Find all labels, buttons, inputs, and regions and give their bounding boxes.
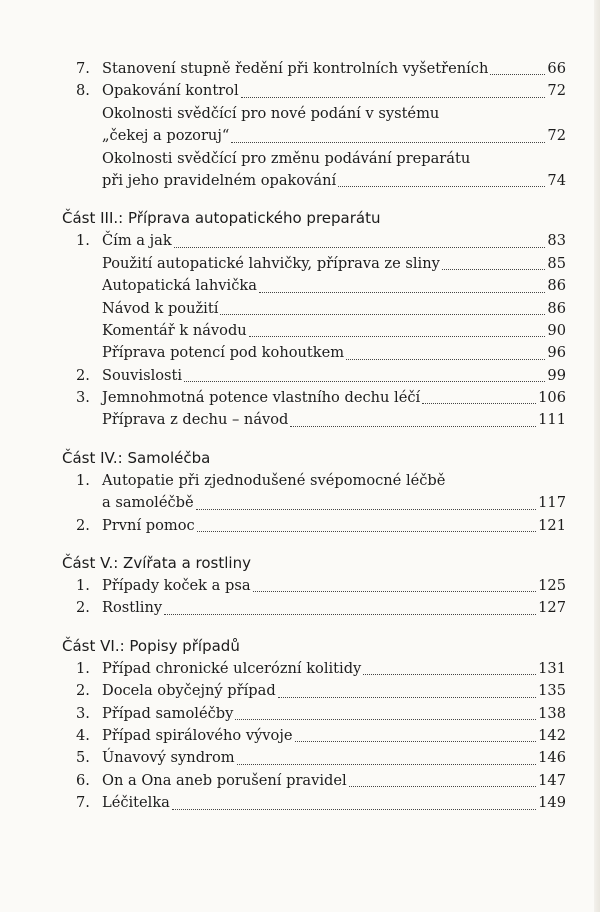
page-number: 131 <box>538 659 566 677</box>
toc-entry <box>62 515 566 537</box>
table-of-contents <box>62 58 566 815</box>
page-number: 125 <box>538 577 566 595</box>
entry-title: Okolnosti svědčící pro změnu podávání preparátu <box>102 149 471 167</box>
page-number: 99 <box>547 366 566 384</box>
entry-number: 4. <box>76 726 90 744</box>
toc-subentry <box>62 492 566 514</box>
dot-leader <box>278 680 536 697</box>
toc-entry <box>62 703 566 725</box>
page-number: 72 <box>547 82 566 100</box>
page-number: 135 <box>538 682 566 700</box>
page-number: 106 <box>538 389 566 407</box>
entry-title: Komentář k návodu <box>102 321 247 339</box>
entry-title: Autopatická lahvička <box>102 277 257 295</box>
toc-entry <box>62 725 566 747</box>
page-number: 149 <box>538 794 566 812</box>
dot-leader <box>241 80 546 97</box>
toc-entry <box>62 387 566 409</box>
entry-title: Únavový syndrom <box>102 749 235 767</box>
page-number: 146 <box>538 749 566 767</box>
entry-title: Docela obyčejný případ <box>102 682 276 700</box>
entry-title: Rostliny <box>102 599 163 617</box>
entry-title: Okolnosti svědčící pro nové podání v systému <box>102 104 440 122</box>
dot-leader <box>253 575 537 592</box>
dot-leader <box>422 387 536 404</box>
page-number: 127 <box>538 599 566 617</box>
dot-leader <box>346 342 545 359</box>
dot-leader <box>259 275 546 292</box>
page-number: 85 <box>547 254 566 272</box>
toc-entry <box>62 747 566 769</box>
toc-entry <box>62 230 566 252</box>
toc-entry <box>62 792 566 814</box>
entry-number: 2. <box>76 599 90 617</box>
entry-title: Čím a jak <box>102 232 172 250</box>
dot-leader <box>237 747 537 764</box>
entry-title: Případy koček a psa <box>102 577 251 595</box>
page-number: 66 <box>547 60 566 77</box>
part-title: Část III.: Příprava autopatického preparátu <box>62 209 381 228</box>
entry-title: Souvislosti <box>102 366 183 384</box>
entry-title: Jemnohmotná potence vlastního dechu léčí <box>102 389 421 407</box>
entry-title: První pomoc <box>102 516 195 534</box>
dot-leader <box>197 515 536 532</box>
entry-title: Případ samoléčby <box>102 704 234 722</box>
toc-subentry <box>62 409 566 431</box>
dot-leader <box>363 658 536 675</box>
entry-number: 3. <box>76 389 90 407</box>
entry-title: Autopatie při zjednodušené svépomocné léčbě <box>102 471 446 489</box>
part-title: Část V.: Zvířata a rostliny <box>62 554 251 573</box>
entry-number: 7. <box>76 794 90 812</box>
toc-entry <box>62 658 566 680</box>
entry-number: 1. <box>76 659 90 677</box>
entry-number: 1. <box>76 577 90 595</box>
toc-subentry <box>62 342 566 364</box>
entry-title: Použití autopatické lahvičky, příprava ze sliny <box>102 254 440 272</box>
toc-entry <box>62 470 566 492</box>
dot-leader <box>249 320 546 337</box>
page-number: 74 <box>547 171 566 189</box>
toc-subentry <box>62 275 566 297</box>
entry-title: a samoléčbě <box>102 494 194 512</box>
page-number: 138 <box>538 704 566 722</box>
toc-subentry <box>62 170 566 192</box>
part-title: Část IV.: Samoléčba <box>62 448 211 467</box>
toc-entry <box>62 770 566 792</box>
toc-entry <box>62 365 566 387</box>
page-number: 117 <box>538 494 566 512</box>
entry-title: Příprava potencí pod kohoutkem <box>102 344 345 362</box>
dot-leader <box>174 230 546 247</box>
entry-number: 8. <box>76 82 90 100</box>
page-number: 86 <box>547 299 566 317</box>
entry-title: On a Ona aneb porušení pravidel <box>102 771 347 789</box>
dot-leader <box>295 725 537 742</box>
entry-title: Stanovení stupně ředění při kontrolních vyšetřeních <box>102 60 489 77</box>
dot-leader <box>196 492 537 509</box>
page-number: 86 <box>547 277 566 295</box>
dot-leader <box>338 170 545 187</box>
page-number: 142 <box>538 726 566 744</box>
toc-subentry <box>62 253 566 275</box>
page-number: 72 <box>547 127 566 145</box>
page-number: 83 <box>547 232 566 250</box>
entry-title: Příprava z dechu – návod <box>102 411 289 429</box>
dot-leader <box>231 125 545 142</box>
dot-leader <box>172 792 536 809</box>
page-number: 147 <box>538 771 566 789</box>
entry-title: Případ chronické ulcerózní kolitidy <box>102 659 362 677</box>
toc-subentry <box>62 103 566 125</box>
dot-leader <box>442 253 546 270</box>
entry-number: 2. <box>76 516 90 534</box>
entry-number: 6. <box>76 771 90 789</box>
toc-subentry <box>62 320 566 342</box>
toc-entry <box>62 597 566 619</box>
toc-subentry <box>62 148 566 170</box>
entry-number: 2. <box>76 366 90 384</box>
entry-number: 2. <box>76 682 90 700</box>
toc-entry <box>62 58 566 80</box>
entry-title: Případ spirálového vývoje <box>102 726 293 744</box>
entry-title: Léčitelka <box>102 794 170 812</box>
toc-entry <box>62 575 566 597</box>
part-title: Část VI.: Popisy případů <box>62 636 240 655</box>
page-edge <box>594 0 600 912</box>
dot-leader <box>220 298 545 315</box>
entry-number: 1. <box>76 471 90 489</box>
entry-number: 5. <box>76 749 90 767</box>
page-number: 96 <box>547 344 566 362</box>
dot-leader <box>349 770 536 787</box>
dot-leader <box>164 597 536 614</box>
entry-number: 3. <box>76 704 90 722</box>
page-number: 121 <box>538 516 566 534</box>
entry-title: Opakování kontrol <box>102 82 239 100</box>
toc-subentry <box>62 125 566 147</box>
dot-leader <box>235 703 536 720</box>
entry-number: 7. <box>76 60 90 77</box>
dot-leader <box>184 365 545 382</box>
toc-entry <box>62 80 566 102</box>
dot-leader <box>490 58 545 75</box>
toc-entry <box>62 680 566 702</box>
entry-title: při jeho pravidelném opakování <box>102 171 337 189</box>
entry-title: Návod k použití <box>102 299 219 317</box>
toc-subentry <box>62 298 566 320</box>
entry-number: 1. <box>76 232 90 250</box>
dot-leader <box>290 409 536 426</box>
page-number: 90 <box>547 321 566 339</box>
entry-title: „čekej a pozoruj“ <box>102 127 230 145</box>
page-number: 111 <box>538 411 566 429</box>
